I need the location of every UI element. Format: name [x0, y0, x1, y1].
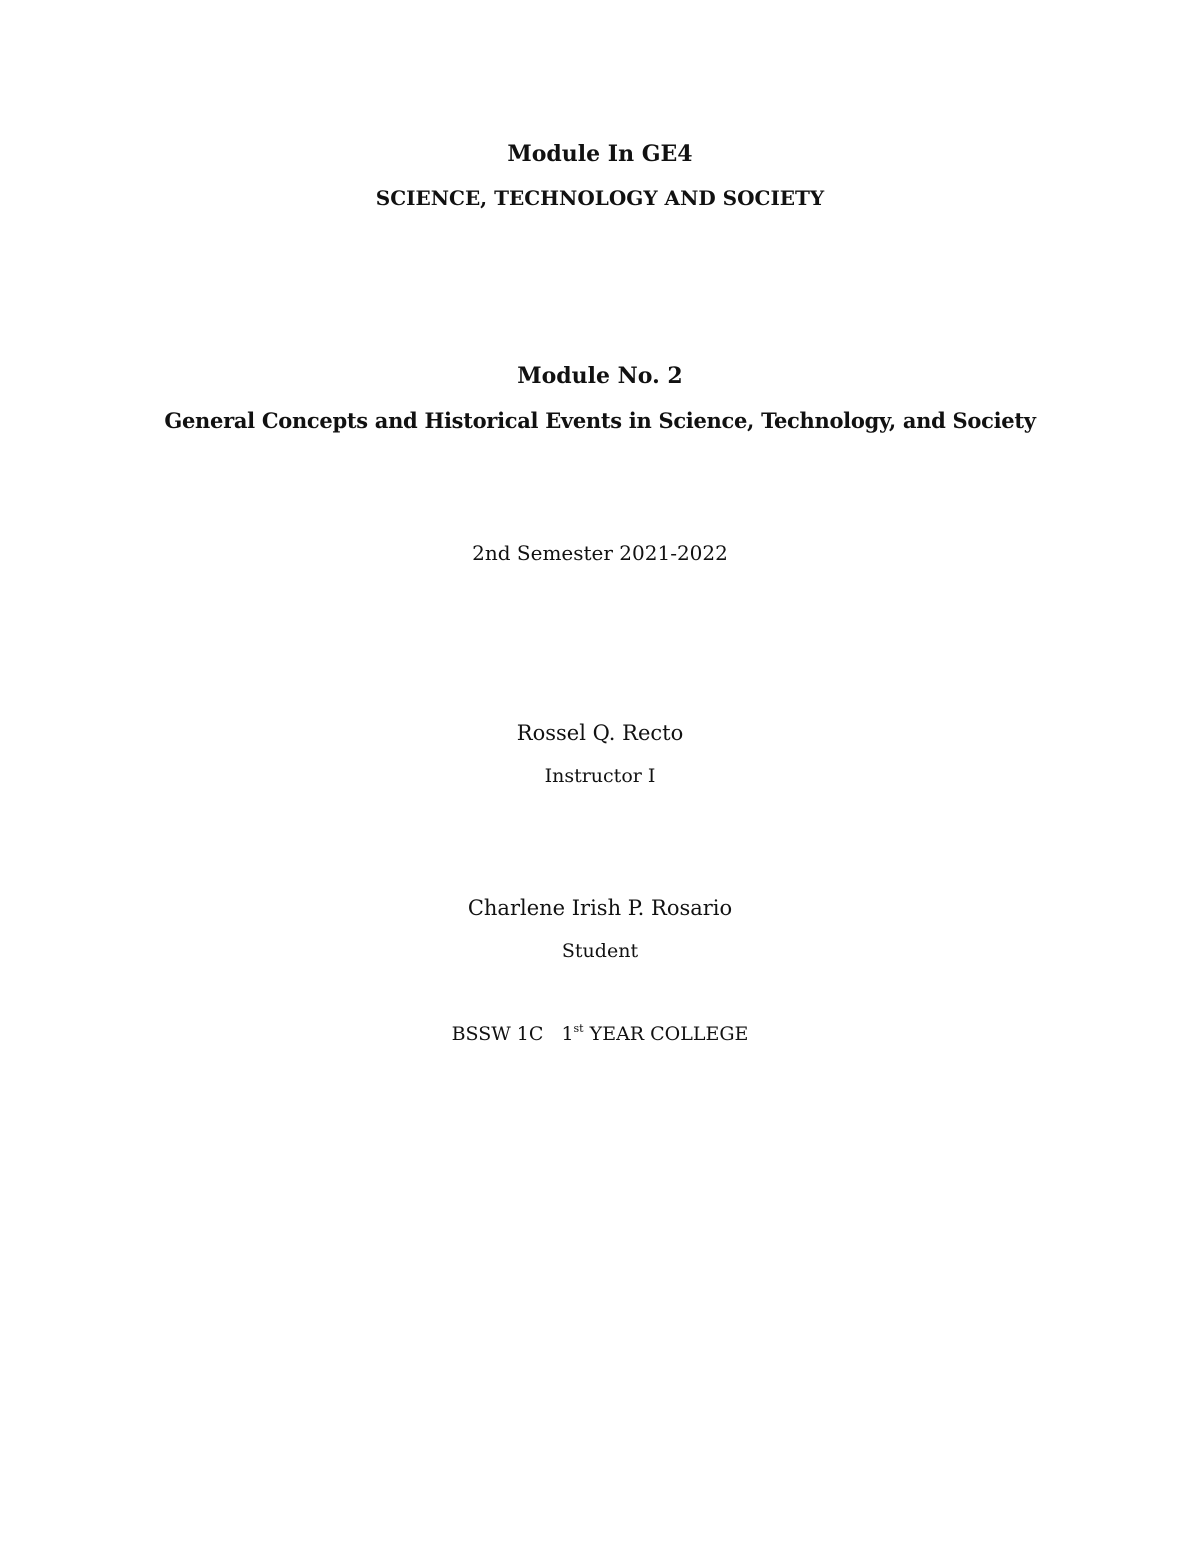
instructor-name: Rossel Q. Recto: [516, 721, 684, 745]
instructor-role: Instructor I: [544, 765, 656, 787]
module-number-heading: Module No. 2: [517, 363, 683, 389]
year-number: 1: [561, 1023, 574, 1045]
student-name: Charlene Irish P. Rosario: [467, 896, 733, 920]
module-title-heading: General Concepts and Historical Events in Science, Technology, and Society: [164, 408, 1036, 433]
section-year-line: [0, 1022, 1200, 1045]
section-code: BSSW 1C: [451, 1023, 544, 1045]
course-title-heading: SCIENCE, TECHNOLOGY AND SOCIETY: [375, 186, 825, 210]
year-text: YEAR COLLEGE: [589, 1023, 749, 1045]
course-code-heading: Module In GE4: [507, 141, 693, 167]
semester-text: 2nd Semester 2021-2022: [472, 541, 728, 565]
student-role: Student: [561, 940, 639, 962]
year-ordinal-suffix: st: [573, 1022, 584, 1035]
